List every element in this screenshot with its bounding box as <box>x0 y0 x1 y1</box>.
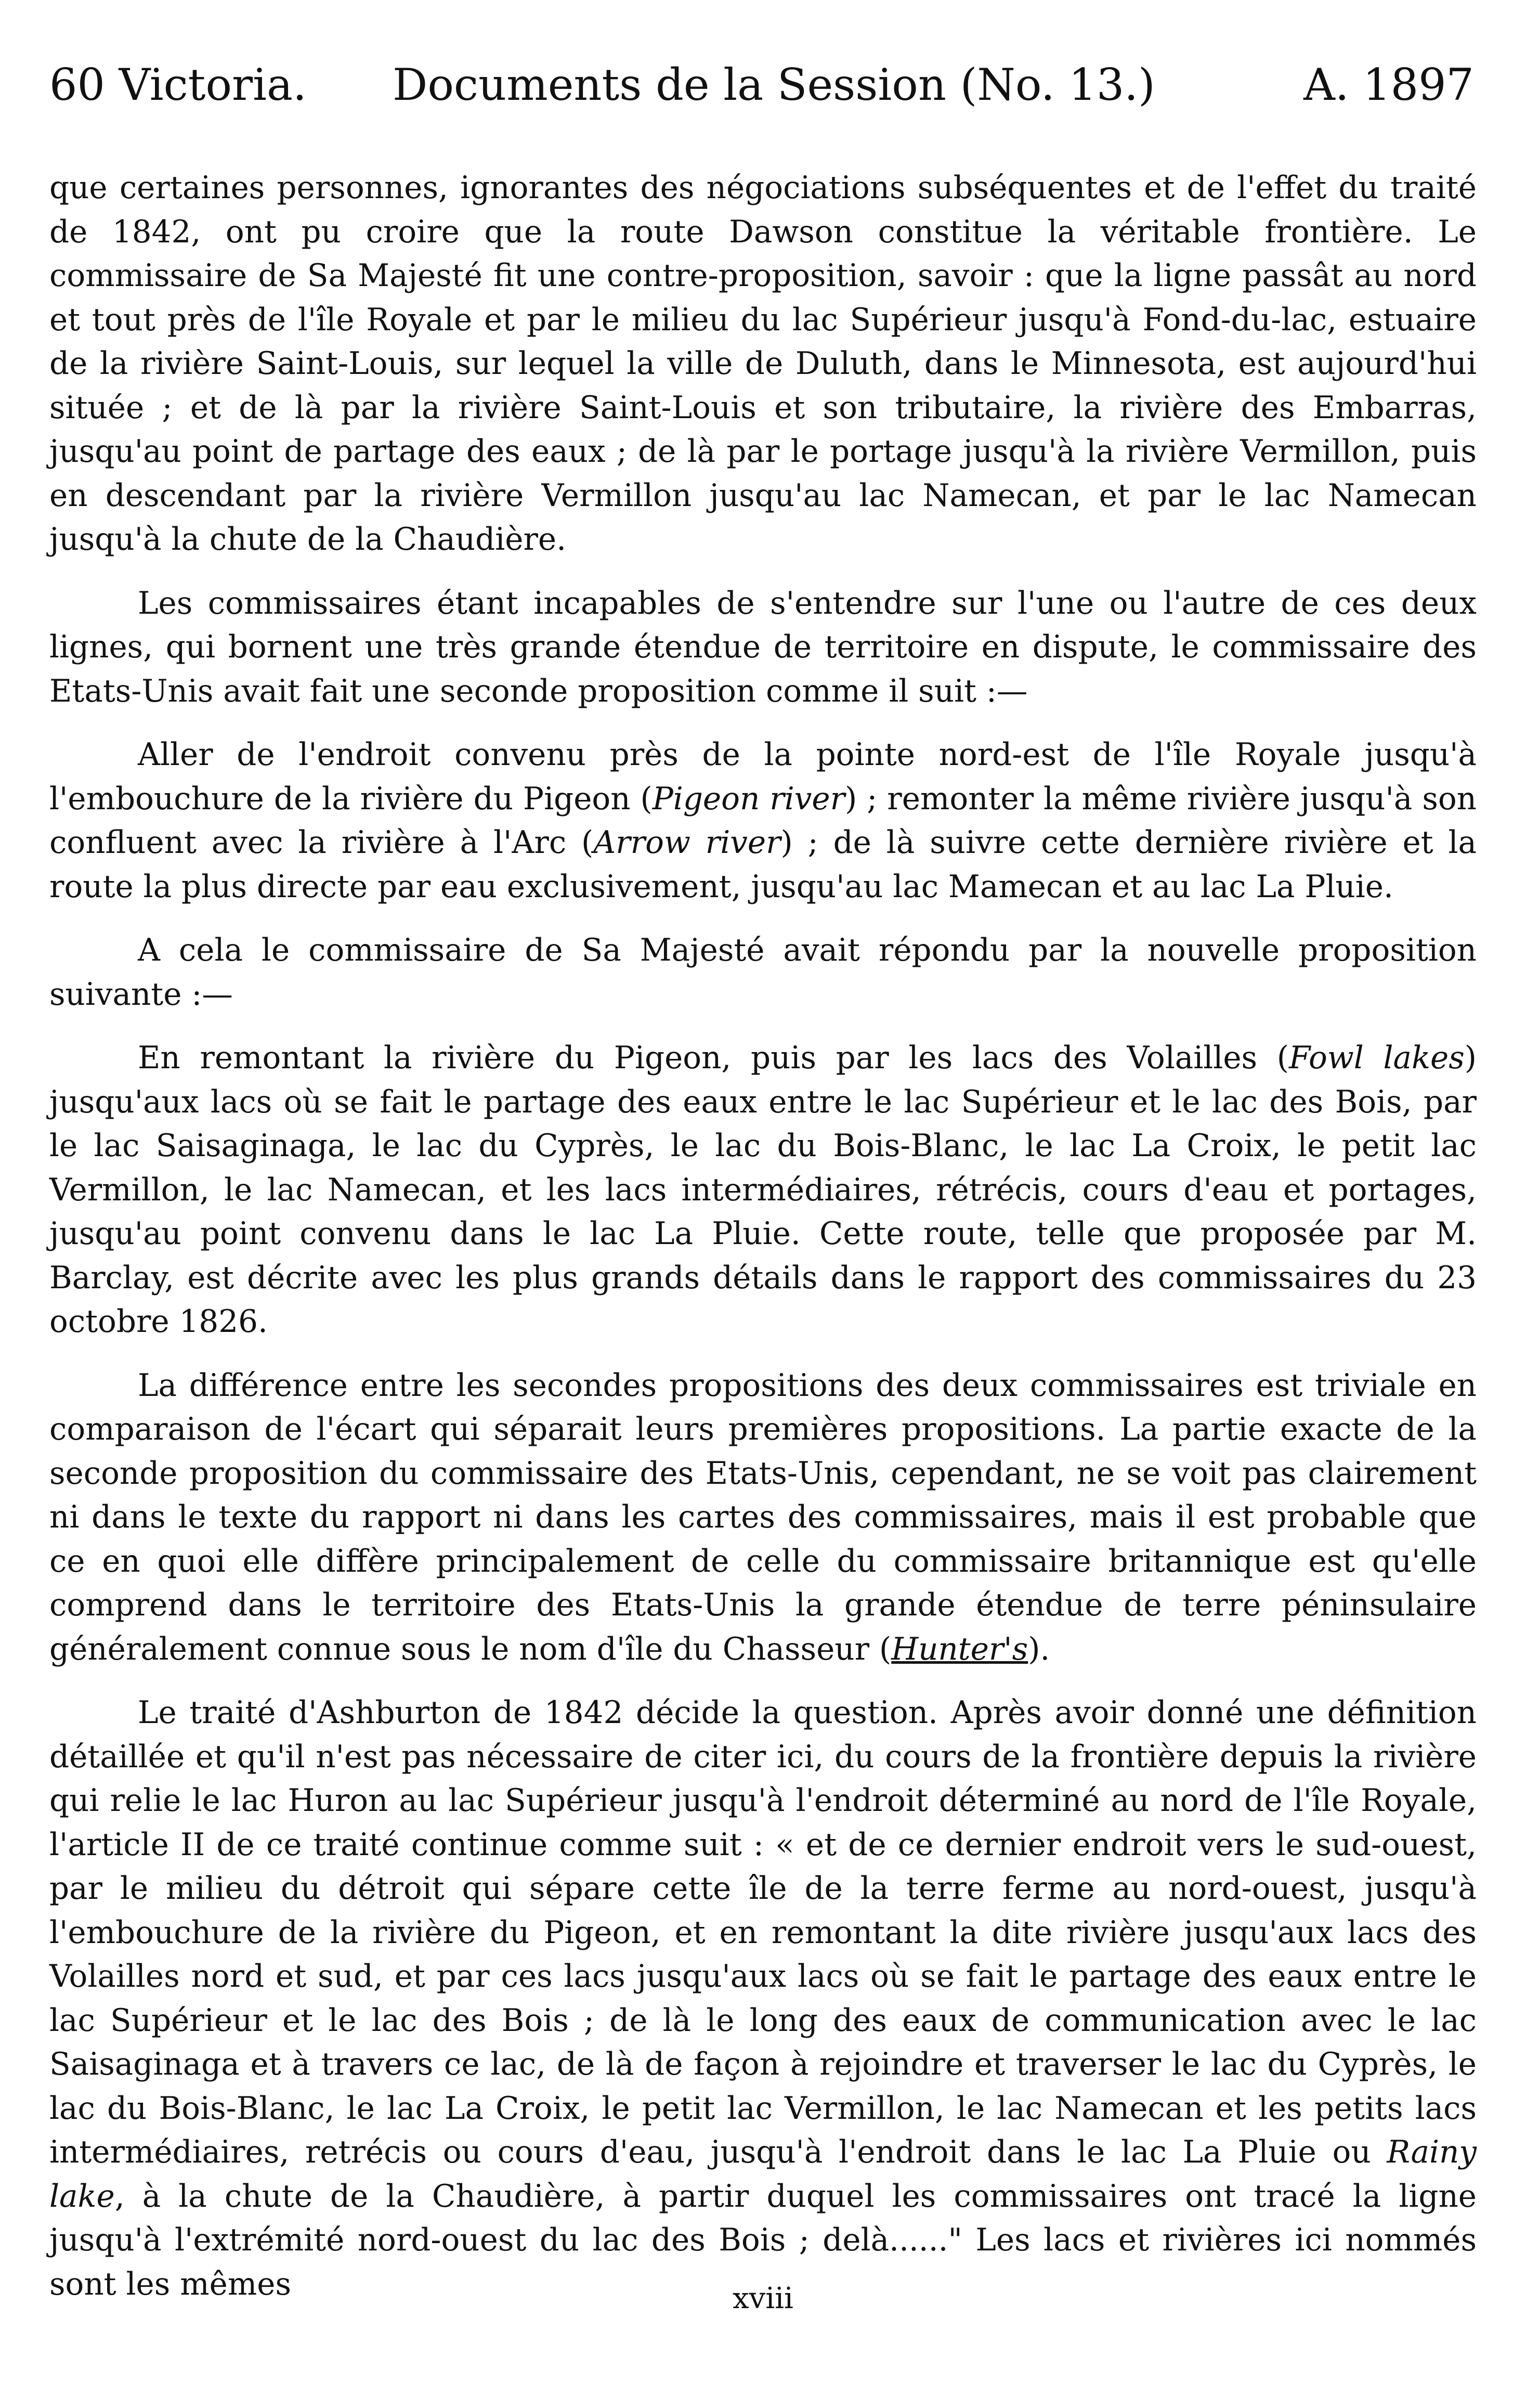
paragraph-5-text-b: ) jusqu'aux lacs où se fait le partage des eaux entre le lac Supérieur et le lac des Bois, par le lac Saisaginaga, le lac du Cyprès, le lac du Bois-Blanc, le lac La Croix, le petit lac Vermillon, le lac Namecan, et les lacs intermédiaires, rétrécis, cours d'eau et portages, jusqu'au point convenu dans le lac La Pluie. Cette route, telle que proposée par M. Barclay, est décrite avec les plus grands détails dans le rapport des commissaires du 23 octobre 1826. <box>49 1040 1477 1340</box>
paragraph-7-text-b: , à la chute de la Chaudière, à partir duquel les commissaires ont tracé la ligne jusqu'à l'extrémité nord-ouest du lac des Bois ; delà......" Les lacs et rivières ici nommés sont les mêmes <box>49 2178 1477 2302</box>
paragraph-6-text-a: La différence entre les secondes propositions des deux commissaires est triviale en comparaison de l'écart qui séparait leurs premières propositions. La partie exacte de la seconde proposition du commissaire des Etats-Unis, cependant, ne se voit pas clairement ni dans le texte du rapport ni dans les cartes des commissaires, mais il est probable que ce en quoi elle diffère principalement de celle du commissaire britannique est qu'elle comprend dans le territoire des Etats-Unis la grande étendue de terre péninsulaire généralement connue sous le nom d'île du Chasseur ( <box>49 1367 1477 1667</box>
paragraph-7 <box>49 1691 1477 2307</box>
paragraph-5-italic-fowl: Fowl lakes <box>1288 1040 1465 1076</box>
body-text <box>49 166 1477 2326</box>
paragraph-6-italic-hunters <box>891 1632 1028 1667</box>
paragraph-6-text-b: ). <box>1028 1631 1050 1667</box>
paragraph-1: que certaines personnes, ignorantes des négociations subséquentes et de l'effet du traité de 1842, ont pu croire que la route Dawson constitue la véritable frontière. Le commissaire de Sa Majesté fit une contre-proposition, savoir : que la ligne passât au nord et tout près de l'île Royale et par le milieu du lac Supérieur jusqu'à Fond-du-lac, estuaire de la rivière Saint-Louis, sur lequel la ville de Duluth, dans le Minnesota, est aujourd'hui située ; et de là par la rivière Saint-Louis et son tributaire, la rivière des Embarras, jusqu'au point de partage des eaux ; de là par le portage jusqu'à la rivière Vermillon, puis en descendant par la rivière Vermillon jusqu'au lac Namecan, et par le lac Namecan jusqu'à la chute de la Chaudière. <box>49 170 1477 558</box>
paragraph-3-text-b: ) ; remonter la même rivière jusqu'à son confluent avec la rivière à l'Arc ( <box>49 781 1477 861</box>
page-folio: xviii <box>733 2282 793 2315</box>
paragraph-5-text-a: En remontant la rivière du Pigeon, puis par les lacs des Volailles ( <box>138 1040 1289 1076</box>
paragraph-3-text-c: ) ; de là suivre cette dernière rivière et la route la plus directe par eau exclusivement, jusqu'au lac Mamecan et au lac La Pluie. <box>49 825 1477 905</box>
paragraph-5 <box>49 1037 1477 1344</box>
paragraph-3-italic-arrow: Arrow river <box>593 825 781 861</box>
paragraph-2: Les commissaires étant incapables de s'entendre sur l'une ou l'autre de ces deux lignes, qui bornent une très grande étendue de territoire en dispute, le commissaire des Etats-Unis avait fait une seconde proposition comme il suit :— <box>49 585 1477 709</box>
paragraph-3 <box>49 733 1477 909</box>
paragraph-7-italic-rainy: Rainy lake <box>49 2134 1477 2215</box>
paragraph-3-italic-pigeon: Pigeon river <box>652 781 845 817</box>
header-volume: 60 Victoria. <box>49 59 307 110</box>
paragraph-6 <box>49 1364 1477 1672</box>
running-header <box>49 56 1474 113</box>
header-title: Documents de la Session (No. 13.) <box>393 59 1155 110</box>
paragraph-3-text-a: Aller de l'endroit convenu près de la pointe nord-est de l'île Royale jusqu'à l'embouchure de la rivière du Pigeon ( <box>49 737 1477 817</box>
paragraph-6-underline-hunters: Hunter's <box>891 1631 1028 1667</box>
paragraph-4: A cela le commissaire de Sa Majesté avait répondu par la nouvelle proposition suivante :— <box>49 933 1477 1013</box>
header-series: A. 1897 <box>1303 59 1474 110</box>
paragraph-7-text-a: Le traité d'Ashburton de 1842 décide la question. Après avoir donné une définition détaillée et qu'il n'est pas nécessaire de citer ici, du cours de la frontière depuis la rivière qui relie le lac Huron au lac Supérieur jusqu'à l'endroit déterminé au nord de l'île Royale, l'article II de ce traité continue comme suit : « et de ce dernier endroit vers le sud-ouest, par le milieu du détroit qui sépare cette île de la terre ferme au nord-ouest, jusqu'à l'embouchure de la rivière du Pigeon, et en remontant la dite rivière jusqu'aux lacs des Volailles nord et sud, et par ces lacs jusqu'aux lacs où se fait le partage des eaux entre le lac Supérieur et le lac des Bois ; de là le long des eaux de communication avec le lac Saisaginaga et à travers ce lac, de là de façon à rejoindre et traverser le lac du Cyprès, le lac du Bois-Blanc, le lac La Croix, le petit lac Vermillon, le lac Namecan et les petits lacs intermédiaires, retrécis ou cours d'eau, jusqu'à l'endroit dans le lac La Pluie ou <box>49 1695 1477 2170</box>
